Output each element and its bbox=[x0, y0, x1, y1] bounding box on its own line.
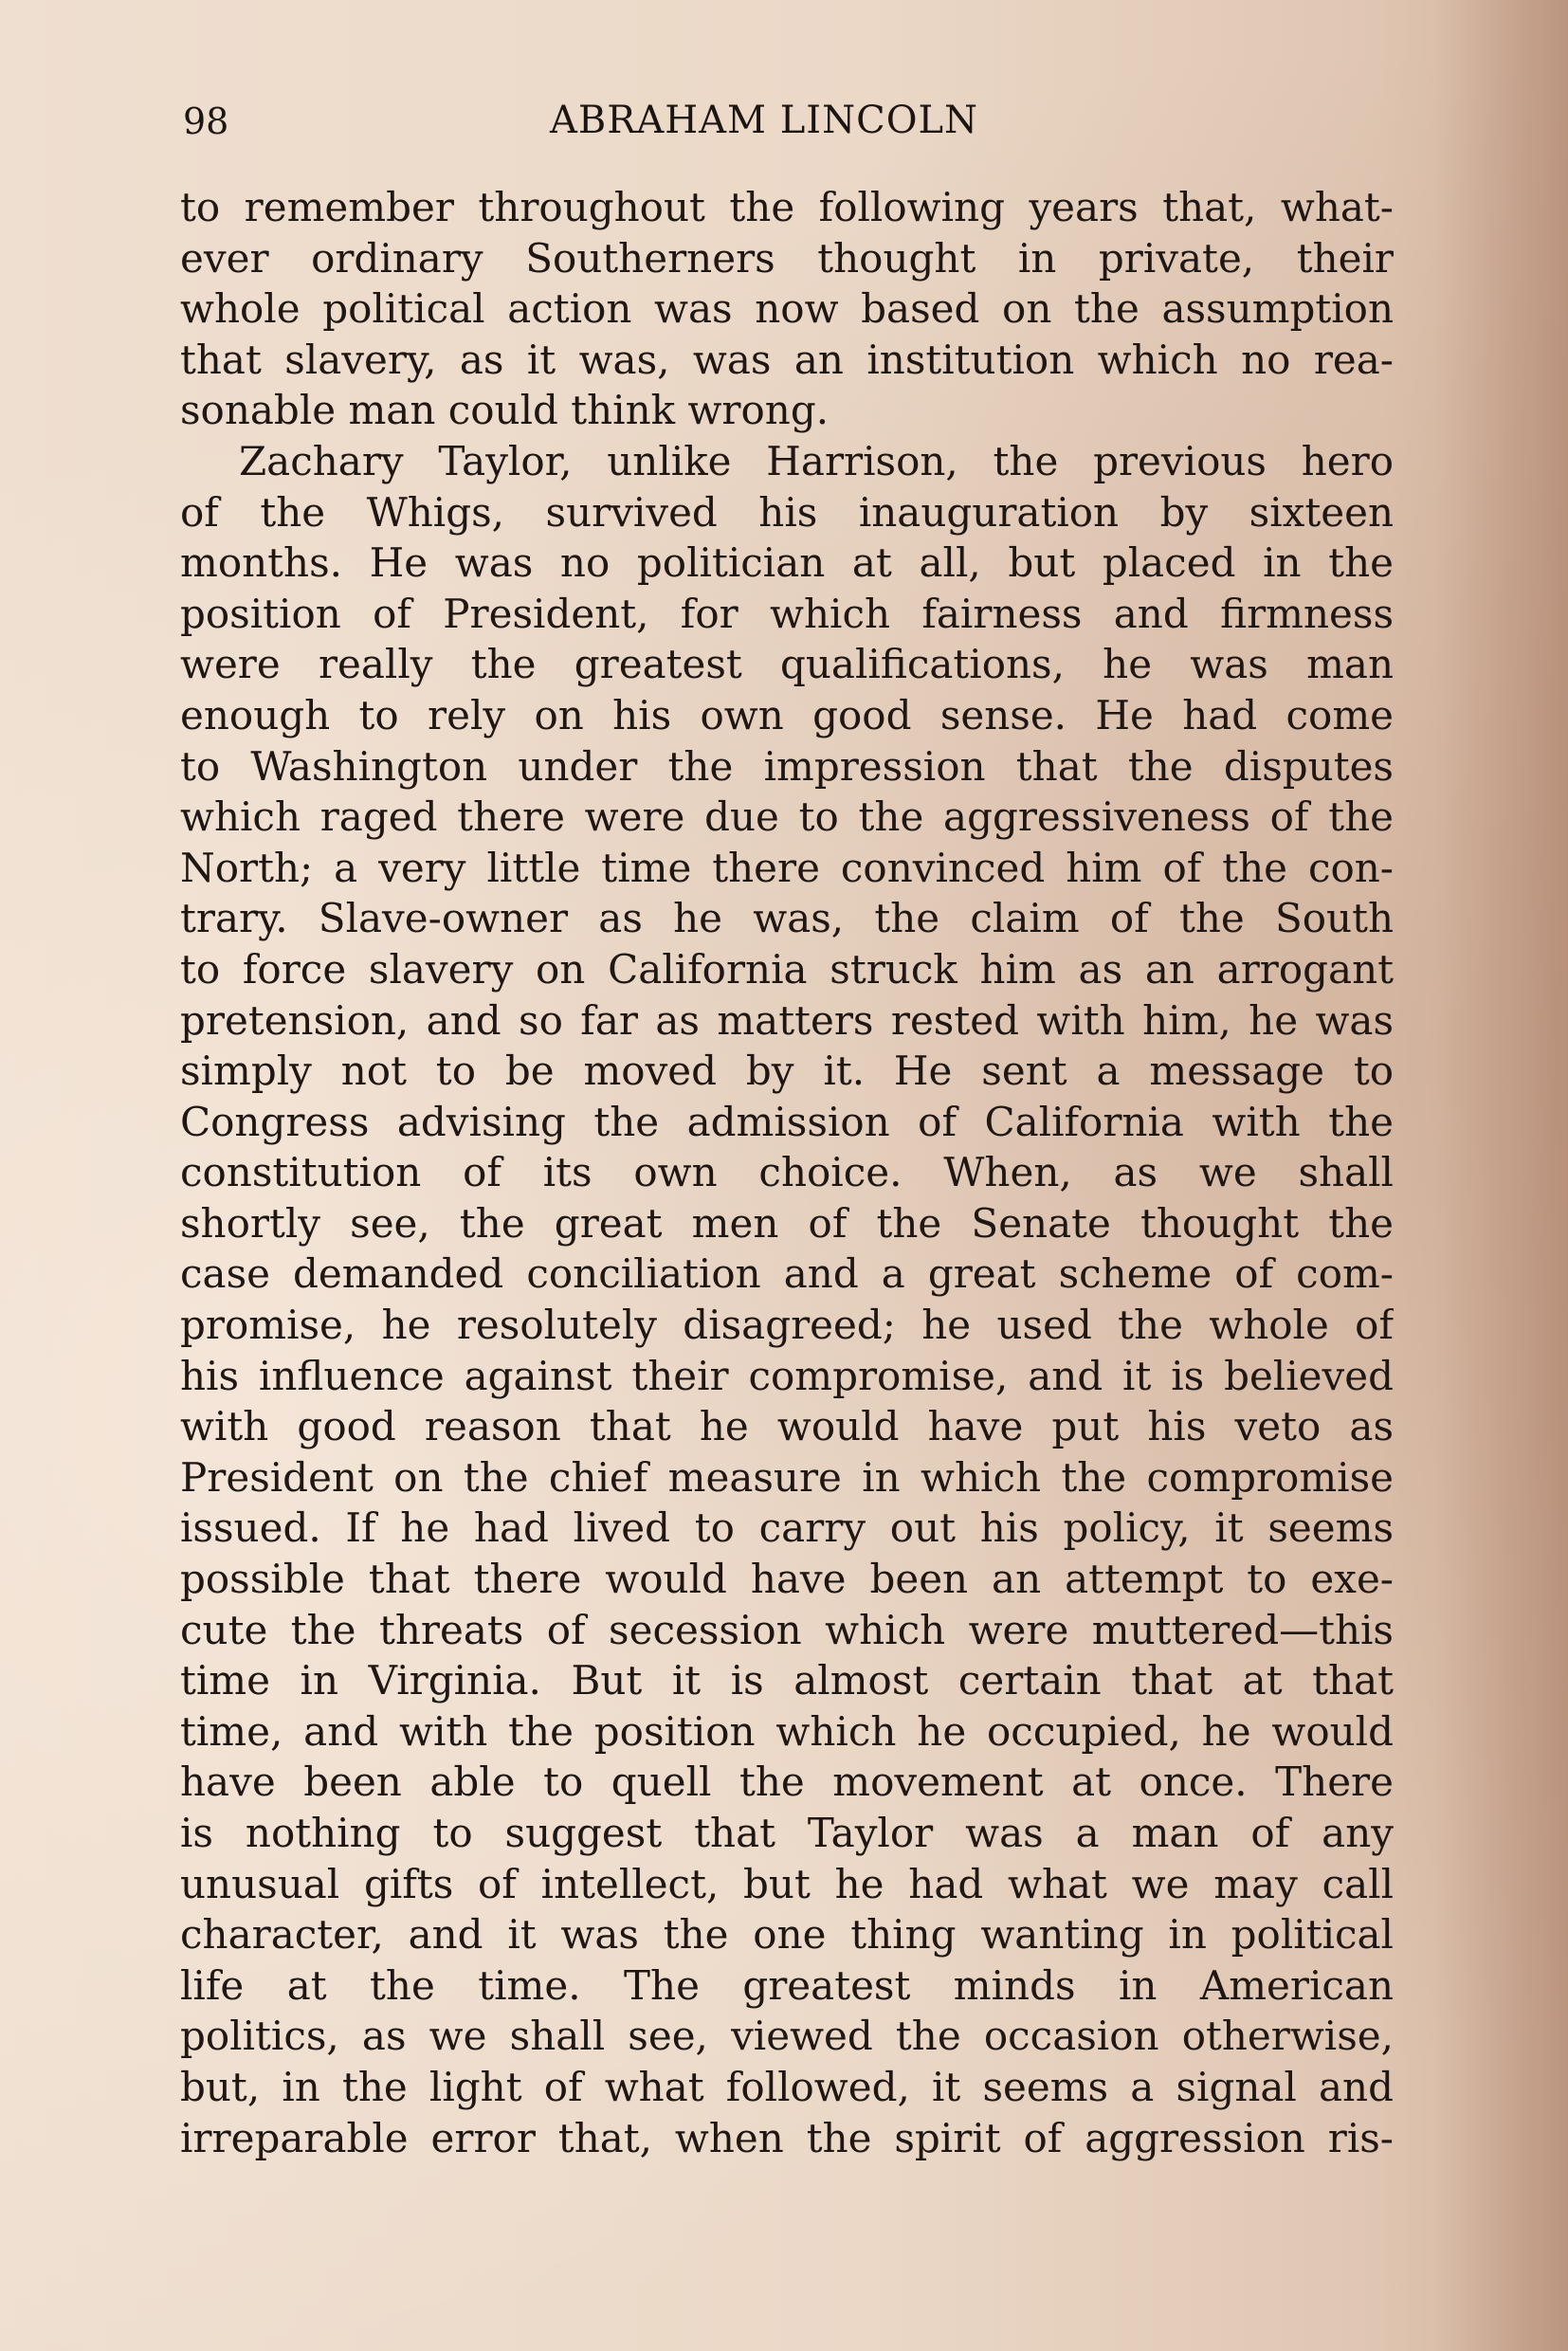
text-line: possible that there would have been an attempt to exe- bbox=[180, 1556, 1394, 1603]
text-line: shortly see, the great men of the Senate thought the bbox=[180, 1199, 1394, 1247]
text-line: simply not to be moved by it. He sent a message to bbox=[180, 1048, 1394, 1095]
text-line: to Washington under the impression that the disputes bbox=[180, 742, 1394, 790]
text-line: case demanded conciliation and a great scheme of com- bbox=[180, 1250, 1394, 1298]
text-line: promise, he resolutely disagreed; he used the whole of bbox=[180, 1302, 1394, 1349]
text-line: months. He was no politician at all, but placed in the bbox=[180, 539, 1394, 587]
text-line: which raged there were due to the aggressiveness of the bbox=[180, 793, 1394, 841]
text-line: sonable man could think wrong. bbox=[180, 387, 830, 434]
text-line: to force slavery on California struck him as an arrogant bbox=[180, 945, 1394, 993]
paragraph-start-line: Zachary Taylor, unlike Harrison, the previous hero bbox=[239, 437, 1394, 484]
text-line: life at the time. The greatest minds in American bbox=[180, 1961, 1394, 2009]
body-text bbox=[180, 182, 1394, 2163]
text-line: cute the threats of secession which were muttered—this bbox=[180, 1606, 1394, 1653]
text-line: North; a very little time there convinced him of the con- bbox=[180, 844, 1394, 891]
text-line: whole political action was now based on the assumption bbox=[180, 285, 1394, 333]
text-line: constitution of its own choice. When, as we shall bbox=[180, 1149, 1394, 1196]
text-line: but, in the light of what followed, it seems a signal and bbox=[180, 2063, 1394, 2110]
text-line: with good reason that he would have put his veto as bbox=[180, 1403, 1394, 1450]
text-line: ever ordinary Southerners thought in private, their bbox=[180, 234, 1394, 282]
text-line: unusual gifts of intellect, but he had what we may call bbox=[180, 1860, 1394, 1907]
text-line: trary. Slave-owner as he was, the claim of the South bbox=[180, 895, 1394, 942]
text-line: his influence against their compromise, and it is believed bbox=[180, 1352, 1394, 1399]
text-line: Congress advising the admission of California with the bbox=[180, 1098, 1394, 1145]
page-number: 98 bbox=[183, 100, 229, 142]
text-line: pretension, and so far as matters rested with him, he was bbox=[180, 996, 1394, 1044]
text-line: were really the greatest qualifications, he was man bbox=[180, 641, 1394, 688]
text-line: that slavery, as it was, was an institution which no rea- bbox=[180, 336, 1394, 383]
text-line: is nothing to suggest that Taylor was a man of any bbox=[180, 1810, 1394, 1856]
text-line: to remember throughout the following years that, what- bbox=[180, 184, 1394, 230]
text-line: enough to rely on his own good sense. He had come bbox=[180, 691, 1394, 738]
running-title: ABRAHAM LINCOLN bbox=[550, 99, 979, 142]
text-line: politics, as we shall see, viewed the occasion otherwise, bbox=[180, 2013, 1394, 2060]
text-line: character, and it was the one thing wanting in political bbox=[180, 1911, 1394, 1959]
text-line: have been able to quell the movement at once. There bbox=[180, 1759, 1394, 1806]
text-line: time, and with the position which he occupied, he would bbox=[180, 1707, 1394, 1755]
text-line: issued. If he had lived to carry out his policy, it seems bbox=[180, 1504, 1394, 1552]
running-head bbox=[0, 93, 1568, 150]
text-line: irreparable error that, when the spirit of aggression ris- bbox=[180, 2114, 1394, 2161]
text-line: of the Whigs, survived his inauguration by sixteen bbox=[180, 488, 1394, 536]
text-line: position of President, for which fairness and firmness bbox=[180, 590, 1394, 637]
text-line: time in Virginia. But it is almost certain that at that bbox=[180, 1657, 1394, 1704]
text-line: President on the chief measure in which the compromise bbox=[180, 1453, 1394, 1501]
